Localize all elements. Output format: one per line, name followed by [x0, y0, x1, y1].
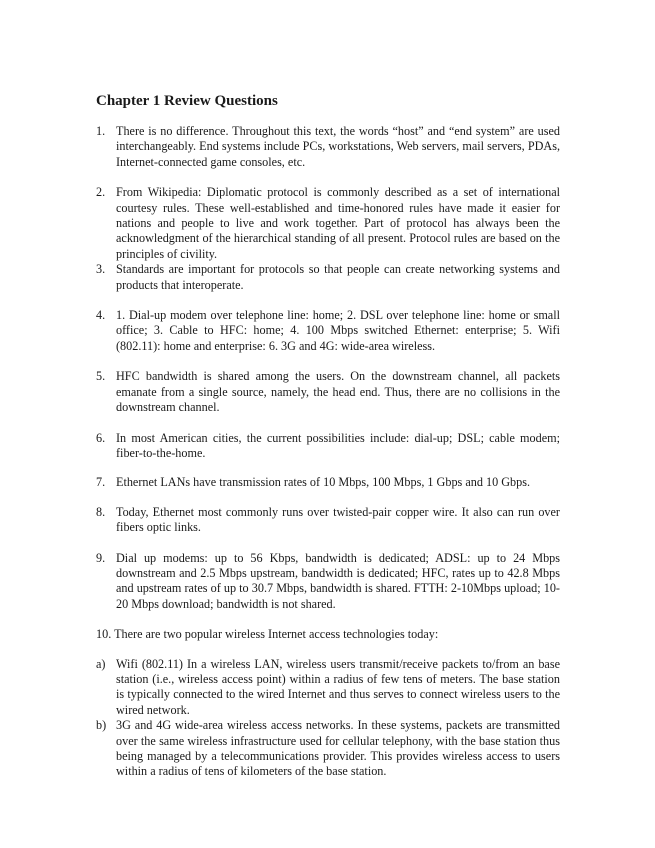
item-text: From Wikipedia: Diplomatic protocol is commonly described as a set of international courtesy rules. These well-established and time-honored rules have made it easier for nations and people to live and work together. Part of protocol has always been the acknowledgment of the hierarchical standing of all present. Protocol rules are based on the principles of civility.: [116, 185, 560, 261]
item-text: 1. Dial-up modem over telephone line: home; 2. DSL over telephone line: home or small office; 3. Cable to HFC: home; 4. 100 Mbps switched Ethernet: enterprise; 5. Wifi (802.11): home and enterprise: 6. 3G and 4G: wide-area wireless.: [116, 308, 560, 353]
item-number: 5.: [96, 369, 106, 384]
item-number: 4.: [96, 308, 106, 323]
list-item: [96, 551, 560, 613]
item-letter: a): [96, 656, 106, 671]
list-item: [96, 505, 560, 536]
list-item: [96, 124, 560, 170]
list-item: [96, 308, 560, 354]
list-item: [96, 369, 560, 415]
item-text: In most American cities, the current possibilities include: dial-up; DSL; cable modem; fiber-to-the-home.: [116, 430, 560, 460]
list-item: [96, 431, 560, 462]
item-number: 9.: [96, 550, 106, 565]
page-title: Chapter 1 Review Questions: [96, 93, 278, 109]
item-number: 3.: [96, 262, 106, 277]
document-page: [96, 92, 560, 780]
item-text: Ethernet LANs have transmission rates of 10 Mbps, 100 Mbps, 1 Gbps and 10 Gbps.: [116, 475, 530, 490]
list-item: [96, 262, 560, 293]
item-text: Dial up modems: up to 56 Kbps, bandwidth is dedicated; ADSL: up to 24 Mbps downstream and 2.5 Mbps upstream, bandwidth is dedicated; HFC, rates up to 42.8 Mbps and upstream rates of up to 30.7 Mbps, bandwidth is shared. FTTH: 2-10Mbps upload; 10-20 Mbps download; bandwidth is not shared.: [116, 550, 560, 611]
item-text: There are two popular wireless Internet access technologies today:: [114, 627, 439, 642]
item-number: 8.: [96, 504, 106, 519]
item-number: 7.: [96, 475, 106, 490]
item-number: 10.: [96, 627, 112, 642]
item-number: 6.: [96, 430, 106, 445]
list-item: [96, 475, 560, 490]
item-text: HFC bandwidth is shared among the users. On the downstream channel, all packets emanate from a single source, namely, the head end. Thus, there are no collisions in the downstream channel.: [116, 369, 560, 415]
item-text: There is no difference. Throughout this text, the words “host” and “end system” are used interchangeably. End systems include PCs, workstations, Web servers, mail servers, PDAs, Internet-connected game consoles, etc.: [116, 124, 560, 169]
item-text: Wifi (802.11) In a wireless LAN, wireless users transmit/receive packets to/from an base station (i.e., wireless access point) within a radius of few tens of meters. The base station is typically connected to the wired Internet and thus serves to connect wireless users to the wired network.: [116, 656, 560, 717]
item-number: 1.: [96, 124, 106, 138]
item-text: Standards are important for protocols so that people can create networking systems and products that interoperate.: [116, 262, 560, 292]
list-item: [96, 185, 560, 262]
sub-list-item: [96, 657, 560, 719]
sub-list-item: [96, 718, 560, 780]
item-text: 3G and 4G wide-area wireless access networks. In these systems, packets are transmitted over the same wireless infrastructure used for cellular telephony, with the base station thus being managed by a telecommunications provider. This provides wireless access to users within a radius of tens of kilometers of the base station.: [116, 718, 560, 779]
list-item: [96, 627, 560, 642]
item-letter: b): [96, 718, 107, 733]
item-text: Today, Ethernet most commonly runs over twisted-pair copper wire. It also can run over fibers optic links.: [116, 504, 560, 535]
item-number: 2.: [96, 185, 106, 200]
